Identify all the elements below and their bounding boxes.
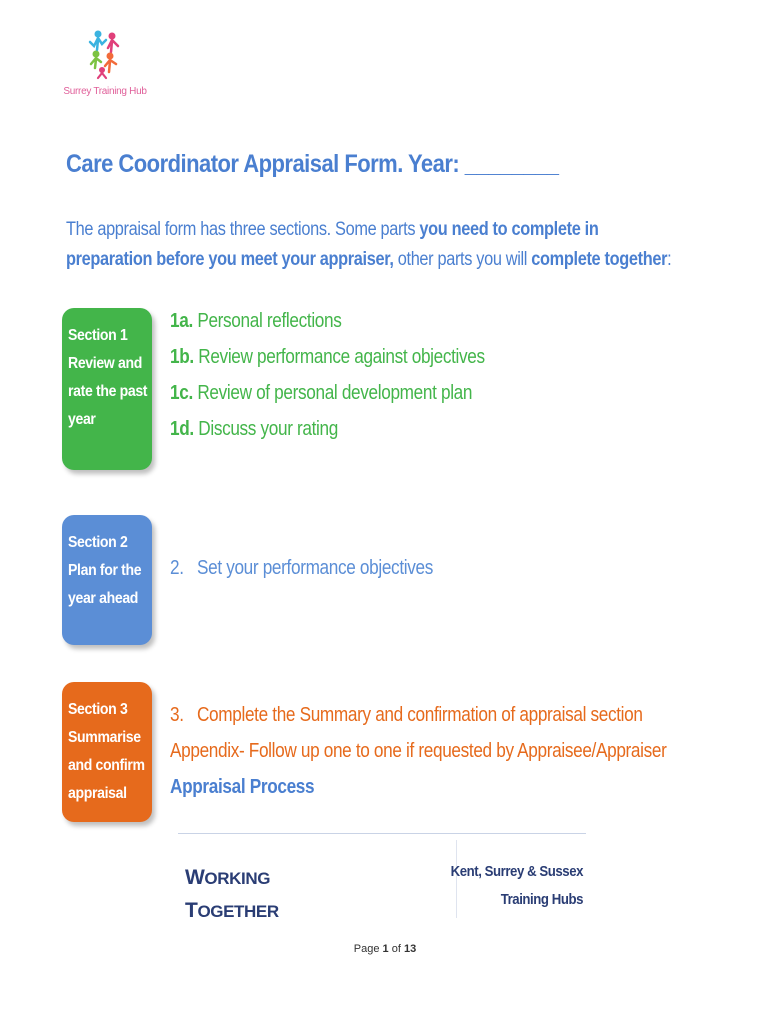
section-1-box: Section 1 Review and rate the past year — [62, 308, 152, 470]
section-1-items — [170, 303, 536, 447]
item-3: 3. Complete the Summary and confirmation of appraisal section — [170, 704, 643, 726]
item-2: 2. Set your performance objectives — [170, 557, 433, 579]
appraisal-process-link[interactable]: Appraisal Process — [170, 776, 315, 798]
people-group-icon — [88, 28, 122, 80]
item-1b: 1b. Review performance against objectives — [170, 346, 485, 368]
surrey-training-hub-logo — [60, 28, 150, 103]
section-3-box: Section 3 Summarise and confirm appraisal — [62, 682, 152, 822]
item-1a: 1a. Personal reflections — [170, 310, 342, 332]
page-title: Care Coordinator Appraisal Form. Year: ________ — [66, 150, 559, 178]
item-1d: 1d. Discuss your rating — [170, 418, 338, 440]
section-2-items — [170, 550, 476, 586]
item-1c: 1c. Review of personal development plan — [170, 382, 473, 404]
footer-rule — [178, 833, 586, 834]
page-number: Page 1 of 13 — [353, 943, 417, 955]
working-together-logo: WORKING TOGETHER — [185, 866, 279, 922]
logo-text: Surrey Training Hub — [63, 86, 147, 97]
item-appendix: Appendix- Follow up one to one if requested by Appraisee/Appraiser — [170, 740, 667, 762]
intro-paragraph: The appraisal form has three sections. Some parts you need to complete in preparation before you meet your appraiser, other parts you will complete together: — [66, 219, 672, 270]
training-hubs-label: Kent, Surrey & Sussex Training Hubs — [450, 863, 583, 908]
section-2-box: Section 2 Plan for the year ahead — [62, 515, 152, 645]
section-3-items — [170, 697, 747, 805]
